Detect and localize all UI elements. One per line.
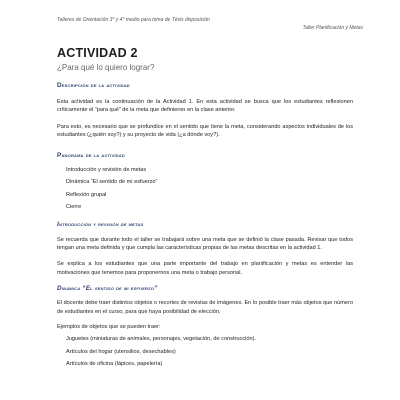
dynamic-paragraph: El docente debe traer distintos objetos o recortes de revistas de imágenes. En lo posible traer más objetos que número de estudiantes en el curso, para que haya posibilidad de elección. <box>57 300 353 315</box>
running-header-right: Taller Planificación y Metas <box>302 25 363 31</box>
examples-list <box>57 335 353 373</box>
list-item: Juguetes (miniaturas de animales, personajes, vegetación, de construcción). <box>66 336 256 343</box>
section-heading-description: Descripción de la actividad <box>57 82 130 89</box>
list-item: Dinámica “El sentido de mi esfuerzo” <box>66 179 158 186</box>
activity-subtitle: ¿Para qué lo quiero lograr? <box>57 63 155 72</box>
list-item: Cierre <box>66 204 82 211</box>
description-paragraph: Esta actividad es la continuación de la Actividad 1. En esta actividad se busca que los estudiantes reflexionen críticamente el “para qué” de la meta que definieron en la clase anterior. <box>57 99 353 114</box>
document-body <box>57 46 353 373</box>
list-item: Artículos del hogar (utensilios, desechables) <box>66 348 176 355</box>
description-paragraph: Para esto, es necesario que se profundice en el sentido que tiene la meta, considerando aspectos individuales de los estudiantes (¿quién soy?) y su proyecto de vida (¿a dónde voy?). <box>57 123 353 139</box>
overview-list <box>57 166 353 216</box>
section-heading-dynamic: Dinámica “El sentido de mi esfuerzo” <box>57 285 158 293</box>
list-item: Artículos de oficina (lápices, papelería) <box>66 361 163 368</box>
activity-title: ACTIVIDAD 2 <box>57 46 138 60</box>
running-header-left: Talleres de Orientación 3° y 4° medio para toma de Tésis disposición <box>57 17 210 23</box>
intro-paragraph: Se explica a los estudiantes que una parte importante del trabajo en planificación y metas es entender las motivaciones que tenemos para proponernos una meta o trabajo personal. <box>57 261 353 276</box>
section-heading-overview: Panorama de la actividad <box>57 151 125 159</box>
section-heading-intro: Introducción y revisión de metas <box>57 220 144 228</box>
examples-label: Ejemplos de objetos que se pueden traer: <box>57 324 161 331</box>
list-item: Introducción y revisión de metas <box>66 166 147 173</box>
intro-paragraph: Se recuerda que durante todo el taller se trabajará sobre una meta que se definió la clase pasada. Revisar que todos tengan una meta definida y que cumpla las características propias de las metas descritas en la actividad 1. <box>57 236 353 252</box>
list-item: Reflexión grupal <box>66 191 107 198</box>
